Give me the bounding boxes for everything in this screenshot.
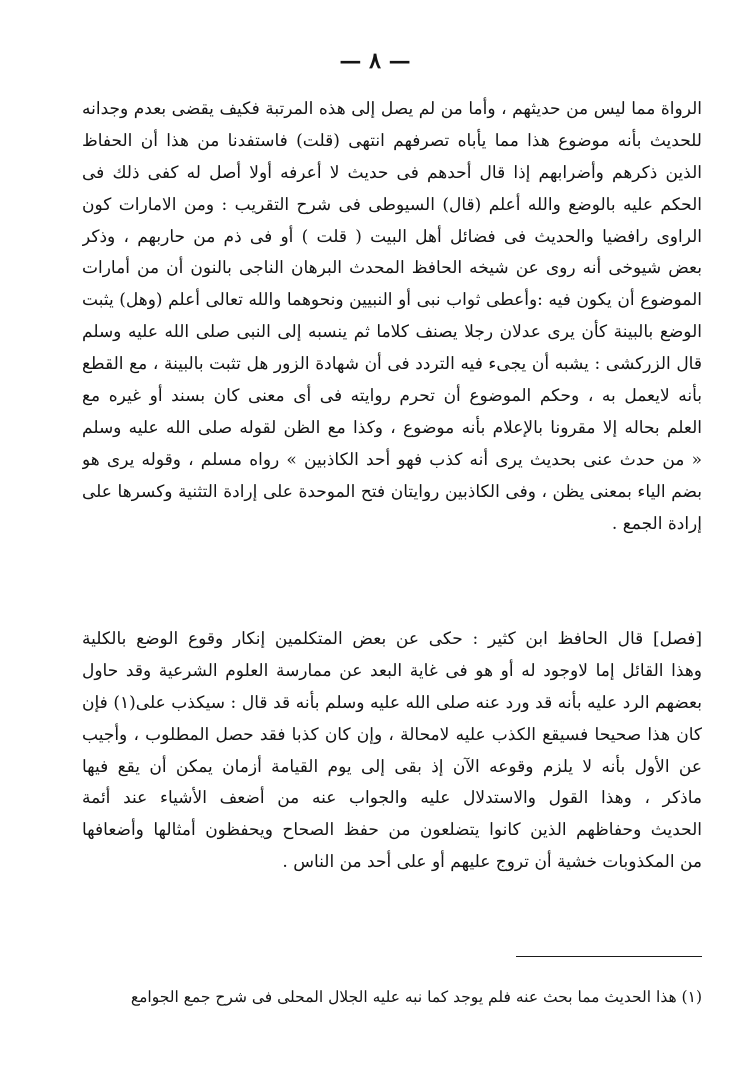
- text-line: عن الأول بأنه لا يلزم وقوعه الآن إذ بقى إلى يوم القيامة أزمان يمكن أن يقع فيها: [82, 756, 702, 777]
- text-line: وهذا القائل إما لاوجود له أو هو فى غاية البعد عن ممارسة العلوم الشرعية وقد حاول: [82, 660, 702, 681]
- text-line: الرواة مما ليس من حديثهم ، وأما من لم يصل إلى هذه المرتبة فكيف يقضى بعدم وجدانه: [82, 99, 702, 119]
- text-line: « من حدث عنى بحديث يرى أنه كذب فهو أحد الكاذبين » رواه مسلم ، وقوله يرى هو: [82, 449, 702, 470]
- page-number: — ٨ —: [339, 48, 411, 74]
- text-line: الراوى رافضيا والحديث فى فضائل أهل البيت ( قلت ) أو فى ذم من حاربهم ، وذكر: [82, 226, 702, 247]
- text-line: قال الزركشى : يشبه أن يجىء فيه التردد فى أن شهادة الزور هل تثبت بالبينة ، مع القطع: [82, 354, 702, 375]
- text-line: الوضع بالبينة كأن يرى عدلان رجلا يصنف كلاما ثم ينسبه إلى النبى صلى الله عليه وسلم: [82, 322, 702, 343]
- text-line: ماذكر ، وهذا القول والاستدلال عليه والجواب عنه من أضعف الأشياء عند أئمة: [82, 788, 702, 809]
- text-line: الذين ذكرهم وأضرابهم إذا قال أحدهم فى حديث لا أعرفه أولا أصل له كفى ذلك فى: [82, 162, 702, 183]
- text-line: بضم الياء بمعنى يظن ، وفى الكاذبين روايتان فتح الموحدة على إرادة التثنية وكسرها على: [82, 481, 702, 502]
- footnote-separator: [516, 956, 702, 957]
- text-line: [فصل] قال الحافظ ابن كثير : حكى عن بعض المتكلمين إنكار وقوع الوضع بالكلية: [82, 629, 702, 649]
- text-line: للحديث بأنه موضوع هذا مما يأباه تصرفهم انتهى (قلت) فاستفدنا من هذا أن الحفاظ: [82, 130, 702, 151]
- text-line: من المكذوبات خشية أن تروج عليهم أو على أحد من الناس .: [282, 852, 702, 873]
- text-line: الموضوع أن يكون فيه :وأعطى ثواب نبى أو النبيين ونحوهما والله تعالى أعلم (وهل) يثبت: [82, 290, 702, 311]
- text-line: بعضهم الرد عليه بأنه قد ورد عنه صلى الله عليه وسلم بأنه قد قال : سيكذب على(١) فإن: [82, 692, 702, 713]
- text-line: العلم بحاله إلا مقرونا بالإعلام بأنه موضوع ، وكذا مع الظن لقوله صلى الله عليه وسلم: [82, 417, 702, 438]
- text-line: إرادة الجمع .: [611, 513, 702, 534]
- text-line: بعض شيوخى أنه روى عن شيخه الحافظ المحدث البرهان الناجى بالنون أن من أمارات: [82, 258, 702, 279]
- text-line: بأنه لايعمل به ، وحكم الموضوع أن تحرم روايته فى أى معنى كان بسند أو غيره مع: [82, 386, 702, 407]
- footnote: (١) هذا الحديث مما بحث عنه فلم يوجد كما نبه عليه الجلال المحلى فى شرح جمع الجوامع: [130, 988, 702, 1006]
- text-line: الحكم عليه بالوضع والله أعلم (قال) السيوطى فى شرح التقريب : ومن الامارات كون: [82, 194, 702, 215]
- text-line: الحديث وحفاظهم الذين كانوا يتضلعون من حفظ الصحاح ويحفظون أمثالها وأضعافها: [82, 820, 702, 841]
- main-paragraph: [82, 94, 702, 540]
- section-paragraph: [82, 624, 702, 879]
- text-line: كان هذا صحيحا فسيقع الكذب عليه لامحالة ، وإن كان كذبا فقد حصل المطلوب ، وأجيب: [82, 724, 702, 745]
